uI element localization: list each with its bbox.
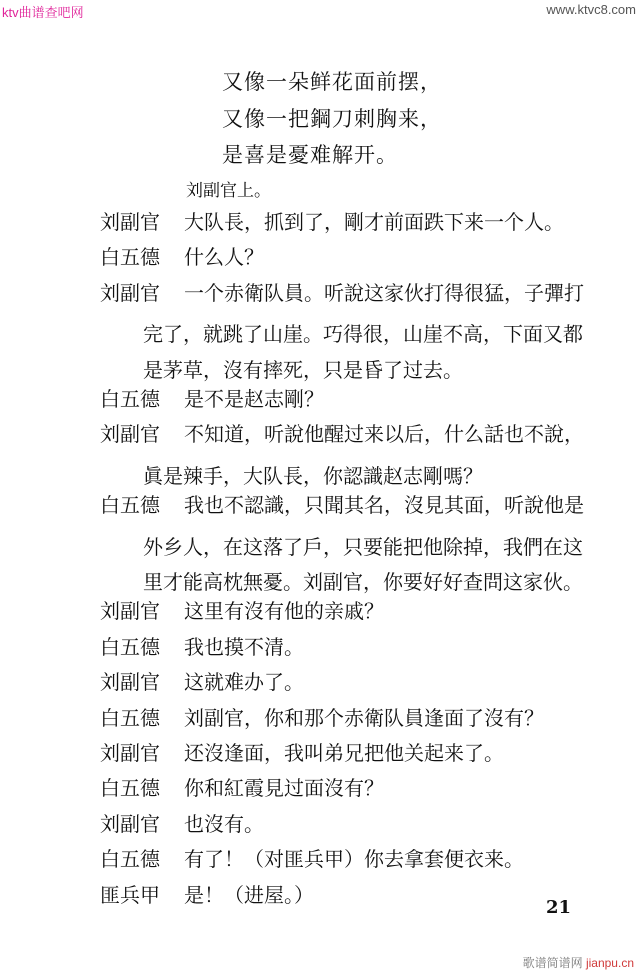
stage-direction: 刘副官上。 bbox=[186, 181, 271, 201]
watermark-site-name: 歌谱简谱网 bbox=[522, 956, 583, 970]
verse-line-1: 又像一朵鲜花面前摆， bbox=[222, 70, 442, 94]
dialogue-entry bbox=[100, 637, 600, 657]
verse-line-3: 是喜是憂难解开。 bbox=[222, 143, 398, 167]
speaker-name: 刘副官 bbox=[100, 422, 160, 446]
speaker-name: 刘副官 bbox=[100, 812, 160, 836]
dialogue-text: 一个赤衛队員。听說这家伙打得很猛，子彈打 bbox=[184, 281, 584, 305]
dialogue-text: 不知道，听說他醒过来以后，什么話也不說， bbox=[184, 422, 584, 446]
dialogue-continuation: 里才能高枕無憂。刘副官，你要好好查問这家伙。 bbox=[143, 570, 583, 594]
dialogue-entry bbox=[100, 389, 600, 409]
dialogue-text: 也沒有。 bbox=[184, 812, 264, 836]
dialogue-text: 这里有沒有他的亲戚？ bbox=[184, 599, 384, 623]
speaker-name: 白五德 bbox=[100, 493, 160, 517]
speaker-name: 白五德 bbox=[100, 245, 160, 269]
dialogue-continuation: 是茅草，沒有摔死，只是昏了过去。 bbox=[143, 358, 463, 382]
dialogue-entry bbox=[100, 247, 600, 267]
dialogue-entry bbox=[100, 885, 600, 905]
speaker-name: 白五德 bbox=[100, 706, 160, 730]
dialogue-entry bbox=[100, 743, 600, 763]
dialogue-text: 刘副官，你和那个赤衛队員逢面了沒有？ bbox=[184, 706, 544, 730]
speaker-name: 白五德 bbox=[100, 387, 160, 411]
speaker-name: 白五德 bbox=[100, 776, 160, 800]
dialogue-text: 大队長，抓到了，剛才前面跌下来一个人。 bbox=[184, 210, 564, 234]
verse-line-2: 又像一把鋼刀刺胸来， bbox=[222, 107, 442, 131]
dialogue-entry bbox=[100, 849, 600, 869]
dialogue-continuation: 眞是辣手，大队長，你認識赵志剛嗎？ bbox=[143, 464, 483, 488]
speaker-name: 白五德 bbox=[100, 847, 160, 871]
watermark-url: jianpu.cn bbox=[585, 956, 634, 970]
dialogue-entry bbox=[100, 495, 600, 515]
dialogue-continuation: 完了，就跳了山崖。巧得很，山崖不高，下面又都 bbox=[143, 322, 583, 346]
dialogue-entry bbox=[100, 212, 600, 232]
watermark-top-left: ktv曲谱查吧网 bbox=[2, 5, 84, 20]
dialogue-text: 是不是赵志剛？ bbox=[184, 387, 324, 411]
speaker-name: 刘副官 bbox=[100, 281, 160, 305]
watermark-bottom-right bbox=[523, 954, 634, 971]
dialogue-entry bbox=[100, 283, 600, 303]
dialogue-text: 这就难办了。 bbox=[184, 670, 304, 694]
speaker-name: 匪兵甲 bbox=[100, 883, 160, 907]
dialogue-entry bbox=[100, 672, 600, 692]
dialogue-text: 你和紅霞見过面沒有？ bbox=[184, 776, 384, 800]
dialogue-entry bbox=[100, 778, 600, 798]
dialogue-continuation: 外乡人，在这落了戶，只要能把他除掉，我們在这 bbox=[143, 535, 583, 559]
speaker-name: 白五德 bbox=[100, 635, 160, 659]
dialogue-entry bbox=[100, 424, 600, 444]
page-number: 21 bbox=[546, 897, 572, 918]
dialogue-entry bbox=[100, 814, 600, 834]
dialogue-entry bbox=[100, 601, 600, 621]
dialogue-text: 有了！（对匪兵甲）你去拿套便衣来。 bbox=[184, 847, 524, 871]
dialogue-text: 还沒逢面，我叫弟兄把他关起来了。 bbox=[184, 741, 504, 765]
speaker-name: 刘副官 bbox=[100, 210, 160, 234]
dialogue-text: 我也不認識，只聞其名，沒見其面，听說他是 bbox=[184, 493, 584, 517]
dialogue-text: 我也摸不清。 bbox=[184, 635, 304, 659]
speaker-name: 刘副官 bbox=[100, 599, 160, 623]
speaker-name: 刘副官 bbox=[100, 670, 160, 694]
speaker-name: 刘副官 bbox=[100, 741, 160, 765]
watermark-top-right: www.ktvc8.com bbox=[546, 2, 636, 17]
dialogue-entry bbox=[100, 708, 600, 728]
dialogue-text: 是！（进屋。） bbox=[184, 883, 314, 907]
dialogue-text: 什么人？ bbox=[184, 245, 264, 269]
